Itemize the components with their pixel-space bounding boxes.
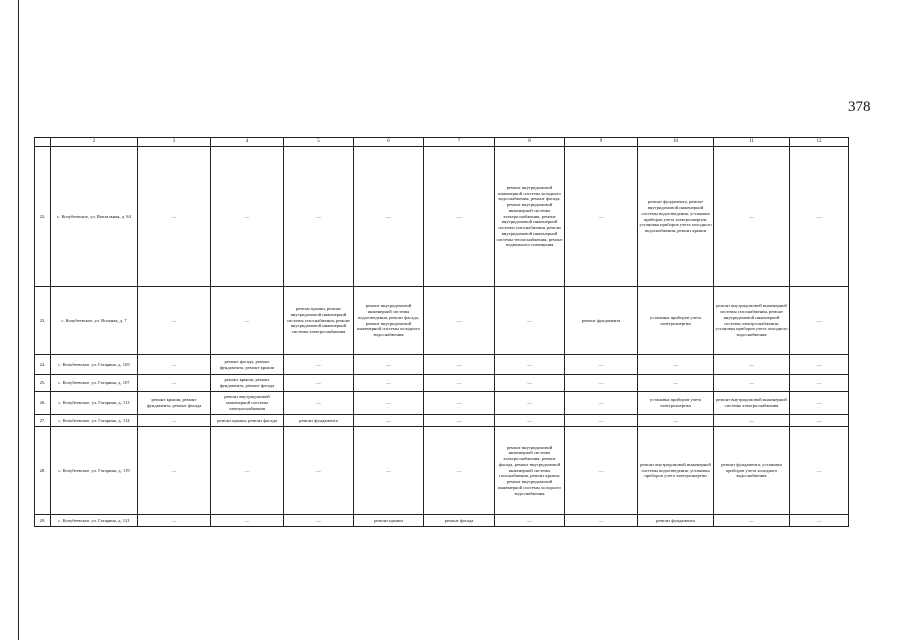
- work-cell: —: [638, 355, 714, 375]
- row-number: 23.: [35, 287, 51, 355]
- work-cell: —: [211, 287, 284, 355]
- work-cell: —: [284, 375, 354, 392]
- work-cell: —: [424, 287, 495, 355]
- work-cell: —: [714, 415, 790, 427]
- work-cell: ремонт внутридомовой инженерной системы водоотведения, установка приборов учета электроэнергии: [638, 427, 714, 515]
- page-number: 378: [848, 99, 871, 115]
- table-row: [35, 147, 849, 287]
- work-cell: —: [495, 415, 565, 427]
- column-number: 2: [51, 138, 138, 147]
- work-cell: —: [790, 415, 849, 427]
- work-cell: —: [354, 375, 424, 392]
- work-cell: —: [495, 375, 565, 392]
- row-number: 28.: [35, 427, 51, 515]
- work-cell: —: [565, 427, 638, 515]
- work-cell: ремонт внутридомовой инженерной системы холодного водоснабжения, ремонт фасада, ремонт внутридомовой инженерной системы электроснабжения, ремонт внутридомовой инженерной системы газоснабжения, ремонт внутридомовой инженерной системы теплоснабжения, ремонт подвального помещения: [495, 147, 565, 287]
- row-number: 29.: [35, 515, 51, 527]
- repair-schedule-table: [34, 137, 849, 527]
- work-cell: ремонт фасада, ремонт фундамента, ремонт крыши: [211, 355, 284, 375]
- table-row: [35, 392, 849, 415]
- column-number: 12: [790, 138, 849, 147]
- table-row: [35, 415, 849, 427]
- work-cell: —: [138, 515, 211, 527]
- column-number: 11: [714, 138, 790, 147]
- work-cell: —: [495, 355, 565, 375]
- work-cell: —: [424, 147, 495, 287]
- column-number: 8: [495, 138, 565, 147]
- row-address: с. Кочубеевское, ул. Гагарина, д. 114: [51, 415, 138, 427]
- row-number: 22.: [35, 147, 51, 287]
- work-cell: —: [714, 515, 790, 527]
- work-cell: —: [790, 375, 849, 392]
- work-cell: —: [565, 515, 638, 527]
- row-number: 25.: [35, 375, 51, 392]
- work-cell: —: [638, 375, 714, 392]
- work-cell: —: [138, 375, 211, 392]
- work-cell: —: [138, 427, 211, 515]
- table-row: [35, 427, 849, 515]
- work-cell: —: [565, 375, 638, 392]
- table-row: [35, 375, 849, 392]
- work-cell: —: [354, 415, 424, 427]
- work-cell: —: [565, 147, 638, 287]
- work-cell: —: [714, 375, 790, 392]
- work-cell: ремонт крыши, ремонт фундамента, ремонт фасада: [138, 392, 211, 415]
- work-cell: —: [790, 515, 849, 527]
- row-address: с. Кочубеевское, ул. Вокзальная, д. 84: [51, 147, 138, 287]
- table-row: [35, 287, 849, 355]
- work-cell: —: [790, 147, 849, 287]
- column-number: 10: [638, 138, 714, 147]
- row-address: с. Кочубеевское, ул. Гагарина, д. 105: [51, 355, 138, 375]
- work-cell: —: [354, 355, 424, 375]
- work-cell: —: [790, 287, 849, 355]
- work-cell: ремонт внутридомовой инженерной системы электроснабжения: [714, 392, 790, 415]
- work-cell: ремонт фундамента, установка приборов учета холодного водоснабжения: [714, 427, 790, 515]
- column-number: 5: [284, 138, 354, 147]
- work-cell: ремонт фундамента, ремонт внутридомовой инженерной системы водоотведения, установка приборов учета электроэнергии, установка приборов учета холодного водоснабжения, ремонт крыши: [638, 147, 714, 287]
- work-cell: —: [284, 515, 354, 527]
- work-cell: —: [284, 392, 354, 415]
- column-number: 9: [565, 138, 638, 147]
- work-cell: —: [495, 392, 565, 415]
- work-cell: ремонт крыши, ремонт внутридомовой инженерной системы газоснабжения, ремонт внутридомовой инженерной системы электроснабжения: [284, 287, 354, 355]
- work-cell: —: [790, 392, 849, 415]
- work-cell: ремонт крыши, ремонт фундамента, ремонт фасада: [211, 375, 284, 392]
- column-number: [35, 138, 51, 147]
- work-cell: —: [565, 415, 638, 427]
- work-cell: —: [138, 287, 211, 355]
- work-cell: —: [284, 355, 354, 375]
- row-address: с. Кочубеевское, ул. Гагарина, д. 121: [51, 515, 138, 527]
- work-cell: —: [284, 427, 354, 515]
- row-address: с. Кочубеевское, ул. Гагарина, д. 113: [51, 392, 138, 415]
- row-address: с. Кочубеевское, ул. Гагарина, д. 107: [51, 375, 138, 392]
- work-cell: —: [565, 355, 638, 375]
- work-cell: —: [495, 287, 565, 355]
- work-cell: ремонт внутридомовой инженерной системы электроснабжения, ремонт фасада, ремонт внутридомовой инженерной системы газоснабжения, ремонт крыши, ремонт внутридомовой инженерной системы холодного водоснабжения: [495, 427, 565, 515]
- work-cell: —: [790, 427, 849, 515]
- work-cell: ремонт внутридомовой инженерной системы водоотведения, ремонт фасада, ремонт внутридомовой инженерной системы холодного водоснабжения: [354, 287, 424, 355]
- work-cell: установка приборов учета электроэнергии: [638, 287, 714, 355]
- work-cell: —: [424, 415, 495, 427]
- column-number: 7: [424, 138, 495, 147]
- work-cell: —: [790, 355, 849, 375]
- work-cell: —: [138, 355, 211, 375]
- work-cell: ремонт фундамента: [638, 515, 714, 527]
- work-cell: —: [138, 415, 211, 427]
- work-cell: —: [211, 515, 284, 527]
- work-cell: —: [424, 375, 495, 392]
- row-number: 26.: [35, 392, 51, 415]
- column-number: 6: [354, 138, 424, 147]
- work-cell: —: [354, 427, 424, 515]
- work-cell: —: [138, 147, 211, 287]
- work-cell: —: [424, 392, 495, 415]
- column-number: 3: [138, 138, 211, 147]
- row-number: 24.: [35, 355, 51, 375]
- work-cell: —: [354, 147, 424, 287]
- work-cell: ремонт фундамента: [565, 287, 638, 355]
- page-left-border: [18, 0, 19, 640]
- work-cell: ремонт крыши: [354, 515, 424, 527]
- work-cell: —: [495, 515, 565, 527]
- work-cell: установка приборов учета электроэнергии: [638, 392, 714, 415]
- work-cell: ремонт фундамента: [284, 415, 354, 427]
- work-cell: ремонт крыши, ремонт фасада: [211, 415, 284, 427]
- work-cell: —: [211, 427, 284, 515]
- work-cell: ремонт фасада: [424, 515, 495, 527]
- work-cell: ремонт внутридомовой инженерной системы газоснабжения, ремонт внутридомовой инженерной системы электроснабжения, установка приборов учета холодного водоснабжения: [714, 287, 790, 355]
- work-cell: —: [714, 147, 790, 287]
- work-cell: —: [714, 355, 790, 375]
- column-number-row: [35, 138, 849, 147]
- row-number: 27.: [35, 415, 51, 427]
- table-row: [35, 515, 849, 527]
- column-number: 4: [211, 138, 284, 147]
- work-cell: —: [424, 355, 495, 375]
- work-cell: —: [211, 147, 284, 287]
- work-cell: ремонт внутридомовой инженерной системы электроснабжения: [211, 392, 284, 415]
- work-cell: —: [424, 427, 495, 515]
- work-cell: —: [354, 392, 424, 415]
- row-address: с. Кочубеевское, ул. Гагарина, д. 119: [51, 427, 138, 515]
- work-cell: —: [565, 392, 638, 415]
- work-cell: —: [638, 415, 714, 427]
- work-cell: —: [284, 147, 354, 287]
- row-address: с. Кочубеевское, ул. Вольная, д. 7: [51, 287, 138, 355]
- table-row: [35, 355, 849, 375]
